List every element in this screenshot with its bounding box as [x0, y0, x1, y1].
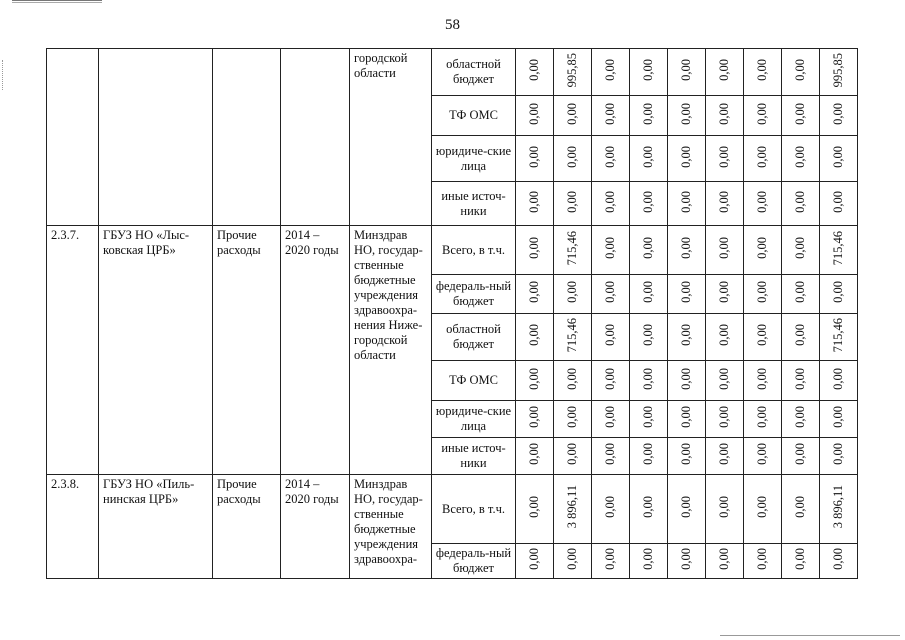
value-text: 0,00 [527, 443, 541, 465]
value-cell [630, 438, 668, 475]
source-cell: юридиче-ские лица [432, 401, 516, 438]
value-cell [668, 544, 706, 579]
name-cell: ГБУЗ НО «Пиль-нинская ЦРБ» [99, 475, 213, 579]
value-text: 0,00 [793, 496, 807, 518]
value-cell [592, 136, 630, 182]
value-cell [706, 438, 744, 475]
value-cell [630, 401, 668, 438]
source-cell: иные источ-ники [432, 438, 516, 475]
value-text: 3 896,11 [831, 485, 845, 529]
value-cell [630, 544, 668, 579]
source-cell: ТФ ОМС [432, 361, 516, 401]
value-cell [668, 226, 706, 275]
value-cell [668, 401, 706, 438]
source-cell: федераль-ный бюджет [432, 544, 516, 579]
value-text: 0,00 [755, 367, 769, 390]
value-cell [630, 226, 668, 275]
value-cell [554, 182, 592, 226]
value-cell [592, 544, 630, 579]
value-cell [554, 361, 592, 401]
period-cell: 2014 – 2020 годы [281, 226, 350, 475]
value-text: 0,00 [565, 102, 579, 125]
value-text: 0,00 [565, 443, 579, 465]
value-text: 0,00 [527, 367, 541, 390]
bottom-edge-mark [720, 635, 900, 636]
value-cell [706, 275, 744, 314]
value-text: 0,00 [603, 496, 617, 518]
value-text: 0,00 [641, 406, 655, 428]
value-text: 0,00 [527, 281, 541, 303]
value-cell [744, 314, 782, 361]
value-text: 715,46 [831, 317, 845, 353]
value-text: 0,00 [527, 406, 541, 428]
page-number: 58 [445, 17, 460, 33]
value-cell [744, 361, 782, 401]
value-cell [782, 401, 820, 438]
value-text: 0,00 [793, 281, 807, 303]
value-text: 0,00 [717, 237, 731, 259]
value-cell [516, 544, 554, 579]
table-body [47, 49, 858, 579]
value-cell [744, 438, 782, 475]
value-text: 715,46 [831, 230, 845, 266]
value-text: 0,00 [603, 59, 617, 81]
value-cell [516, 96, 554, 136]
value-text: 0,00 [603, 102, 617, 125]
period-cell: 2014 – 2020 годы [281, 475, 350, 579]
executor-cell: Минздрав НО, государ-ственные бюджетные учреждения здравоохра-нения Ниже-городской области [350, 226, 432, 475]
value-cell [782, 438, 820, 475]
period-cell [281, 49, 350, 226]
value-text: 0,00 [755, 548, 769, 570]
value-cell [592, 314, 630, 361]
value-text: 0,00 [755, 102, 769, 125]
executor-cell: городской области [350, 49, 432, 226]
top-edge-mark [12, 2, 102, 3]
value-text: 0,00 [793, 59, 807, 81]
value-text: 0,00 [679, 190, 693, 213]
value-cell [554, 475, 592, 544]
value-cell [554, 401, 592, 438]
value-text: 0,00 [641, 145, 655, 168]
value-text: 0,00 [641, 281, 655, 303]
value-text: 0,00 [565, 406, 579, 428]
value-text: 0,00 [527, 59, 541, 81]
value-text: 0,00 [831, 406, 845, 428]
value-cell [630, 182, 668, 226]
value-text: 0,00 [793, 324, 807, 346]
source-cell: областной бюджет [432, 314, 516, 361]
value-text: 0,00 [755, 324, 769, 346]
value-cell [744, 401, 782, 438]
value-cell [782, 136, 820, 182]
table-row [47, 475, 858, 544]
top-edge-mark [12, 0, 102, 1]
source-cell: иные источ-ники [432, 182, 516, 226]
value-text: 715,46 [565, 317, 579, 353]
value-cell [706, 226, 744, 275]
value-text: 0,00 [641, 443, 655, 465]
value-cell [592, 475, 630, 544]
value-cell [820, 96, 858, 136]
value-text: 0,00 [565, 145, 579, 168]
value-cell [744, 226, 782, 275]
value-cell [782, 314, 820, 361]
value-cell [744, 136, 782, 182]
value-text: 0,00 [793, 443, 807, 465]
value-cell [744, 182, 782, 226]
value-cell [554, 136, 592, 182]
source-cell: Всего, в т.ч. [432, 475, 516, 544]
value-cell [554, 49, 592, 96]
budget-table [46, 48, 858, 579]
value-text: 0,00 [565, 281, 579, 303]
value-cell [668, 49, 706, 96]
value-cell [744, 96, 782, 136]
type-cell [213, 49, 281, 226]
value-text: 0,00 [755, 281, 769, 303]
value-cell [820, 401, 858, 438]
value-text: 0,00 [793, 406, 807, 428]
value-text: 0,00 [641, 102, 655, 125]
value-cell [516, 314, 554, 361]
value-text: 0,00 [527, 548, 541, 570]
value-text: 0,00 [831, 548, 845, 570]
value-cell [820, 275, 858, 314]
value-cell [782, 361, 820, 401]
value-cell [744, 275, 782, 314]
value-cell [516, 226, 554, 275]
value-cell [630, 475, 668, 544]
margin-mark [2, 60, 3, 90]
value-text: 0,00 [679, 406, 693, 428]
value-text: 0,00 [831, 102, 845, 125]
value-text: 0,00 [565, 190, 579, 213]
value-cell [744, 544, 782, 579]
value-text: 0,00 [641, 496, 655, 518]
value-cell [668, 182, 706, 226]
value-cell [592, 401, 630, 438]
value-text: 0,00 [527, 145, 541, 168]
value-cell [554, 544, 592, 579]
value-cell [782, 226, 820, 275]
value-text: 0,00 [565, 548, 579, 570]
value-text: 0,00 [717, 145, 731, 168]
code-cell: 2.3.8. [47, 475, 99, 579]
value-text: 0,00 [717, 324, 731, 346]
value-cell [516, 438, 554, 475]
value-text: 0,00 [755, 190, 769, 213]
value-cell [706, 475, 744, 544]
value-text: 0,00 [679, 367, 693, 390]
value-text: 0,00 [717, 443, 731, 465]
value-cell [668, 275, 706, 314]
value-cell [554, 226, 592, 275]
value-text: 0,00 [717, 281, 731, 303]
value-text: 0,00 [679, 237, 693, 259]
value-text: 0,00 [641, 367, 655, 390]
value-text: 0,00 [641, 548, 655, 570]
value-cell [630, 136, 668, 182]
value-cell [820, 226, 858, 275]
value-cell [554, 96, 592, 136]
value-cell [516, 475, 554, 544]
type-cell: Прочие расходы [213, 475, 281, 579]
type-cell: Прочие расходы [213, 226, 281, 475]
value-cell [706, 96, 744, 136]
value-text: 0,00 [717, 406, 731, 428]
value-text: 0,00 [679, 59, 693, 81]
value-cell [630, 314, 668, 361]
value-text: 715,46 [565, 230, 579, 266]
value-text: 0,00 [603, 237, 617, 259]
value-cell [782, 182, 820, 226]
value-cell [706, 314, 744, 361]
value-text: 0,00 [641, 59, 655, 81]
value-cell [592, 96, 630, 136]
value-cell [820, 49, 858, 96]
value-text: 0,00 [641, 324, 655, 346]
value-text: 0,00 [603, 190, 617, 213]
value-text: 0,00 [603, 548, 617, 570]
value-cell [592, 182, 630, 226]
value-cell [706, 544, 744, 579]
value-cell [516, 275, 554, 314]
value-text: 0,00 [603, 367, 617, 390]
value-cell [630, 275, 668, 314]
value-cell [820, 475, 858, 544]
name-cell: ГБУЗ НО «Лыс-ковская ЦРБ» [99, 226, 213, 475]
value-text: 0,00 [755, 406, 769, 428]
value-text: 0,00 [793, 367, 807, 390]
value-text: 0,00 [527, 324, 541, 346]
source-cell: ТФ ОМС [432, 96, 516, 136]
value-text: 995,85 [831, 52, 845, 88]
value-cell [668, 96, 706, 136]
value-text: 0,00 [831, 281, 845, 303]
value-text: 0,00 [717, 496, 731, 518]
value-text: 0,00 [793, 145, 807, 168]
code-cell [47, 49, 99, 226]
source-cell: Всего, в т.ч. [432, 226, 516, 275]
value-cell [820, 361, 858, 401]
value-text: 0,00 [755, 443, 769, 465]
value-text: 0,00 [793, 190, 807, 213]
value-text: 0,00 [527, 496, 541, 518]
value-text: 0,00 [679, 548, 693, 570]
value-cell [516, 136, 554, 182]
value-text: 0,00 [679, 496, 693, 518]
value-text: 0,00 [831, 145, 845, 168]
value-cell [516, 182, 554, 226]
value-text: 0,00 [679, 443, 693, 465]
value-cell [668, 361, 706, 401]
value-text: 0,00 [603, 145, 617, 168]
value-text: 0,00 [755, 145, 769, 168]
value-cell [706, 182, 744, 226]
value-cell [820, 136, 858, 182]
value-text: 3 896,11 [565, 485, 579, 529]
table-row [47, 49, 858, 96]
value-cell [554, 438, 592, 475]
value-cell [630, 96, 668, 136]
value-cell [516, 361, 554, 401]
value-cell [706, 136, 744, 182]
value-text: 0,00 [717, 190, 731, 213]
value-text: 0,00 [831, 190, 845, 213]
value-text: 0,00 [641, 237, 655, 259]
value-cell [782, 49, 820, 96]
source-cell: областной бюджет [432, 49, 516, 96]
value-text: 0,00 [603, 406, 617, 428]
value-text: 0,00 [755, 59, 769, 81]
value-text: 0,00 [603, 324, 617, 346]
value-cell [592, 226, 630, 275]
value-text: 0,00 [679, 145, 693, 168]
value-text: 0,00 [641, 190, 655, 213]
executor-cell: Минздрав НО, государ-ственные бюджетные учреждения здравоохра- [350, 475, 432, 579]
value-cell [668, 475, 706, 544]
value-text: 0,00 [755, 237, 769, 259]
value-cell [592, 49, 630, 96]
value-cell [782, 275, 820, 314]
value-cell [630, 361, 668, 401]
value-cell [668, 136, 706, 182]
value-text: 0,00 [527, 190, 541, 213]
value-cell [706, 49, 744, 96]
value-cell [592, 275, 630, 314]
value-text: 0,00 [679, 102, 693, 125]
value-cell [820, 438, 858, 475]
value-text: 0,00 [717, 102, 731, 125]
value-text: 0,00 [565, 367, 579, 390]
value-cell [782, 475, 820, 544]
value-cell [630, 49, 668, 96]
value-cell [820, 182, 858, 226]
value-cell [820, 544, 858, 579]
value-text: 0,00 [755, 496, 769, 518]
value-cell [744, 475, 782, 544]
value-text: 0,00 [679, 281, 693, 303]
value-text: 0,00 [793, 102, 807, 125]
value-text: 0,00 [717, 367, 731, 390]
value-cell [706, 401, 744, 438]
value-text: 0,00 [717, 59, 731, 81]
value-cell [554, 314, 592, 361]
source-cell: юридиче-ские лица [432, 136, 516, 182]
value-cell [744, 49, 782, 96]
value-cell [554, 275, 592, 314]
value-text: 0,00 [603, 443, 617, 465]
source-cell: федераль-ный бюджет [432, 275, 516, 314]
value-text: 0,00 [793, 548, 807, 570]
value-cell [820, 314, 858, 361]
value-cell [516, 401, 554, 438]
value-cell [668, 438, 706, 475]
value-cell [592, 438, 630, 475]
value-text: 0,00 [831, 443, 845, 465]
value-cell [706, 361, 744, 401]
name-cell [99, 49, 213, 226]
value-text: 0,00 [603, 281, 617, 303]
value-text: 0,00 [793, 237, 807, 259]
value-cell [782, 544, 820, 579]
value-text: 0,00 [831, 367, 845, 390]
value-text: 0,00 [527, 237, 541, 259]
value-text: 0,00 [527, 102, 541, 125]
value-text: 995,85 [565, 52, 579, 88]
value-cell [782, 96, 820, 136]
value-text: 0,00 [717, 548, 731, 570]
code-cell: 2.3.7. [47, 226, 99, 475]
value-text: 0,00 [679, 324, 693, 346]
value-cell [668, 314, 706, 361]
value-cell [592, 361, 630, 401]
table-row [47, 226, 858, 275]
value-cell [516, 49, 554, 96]
